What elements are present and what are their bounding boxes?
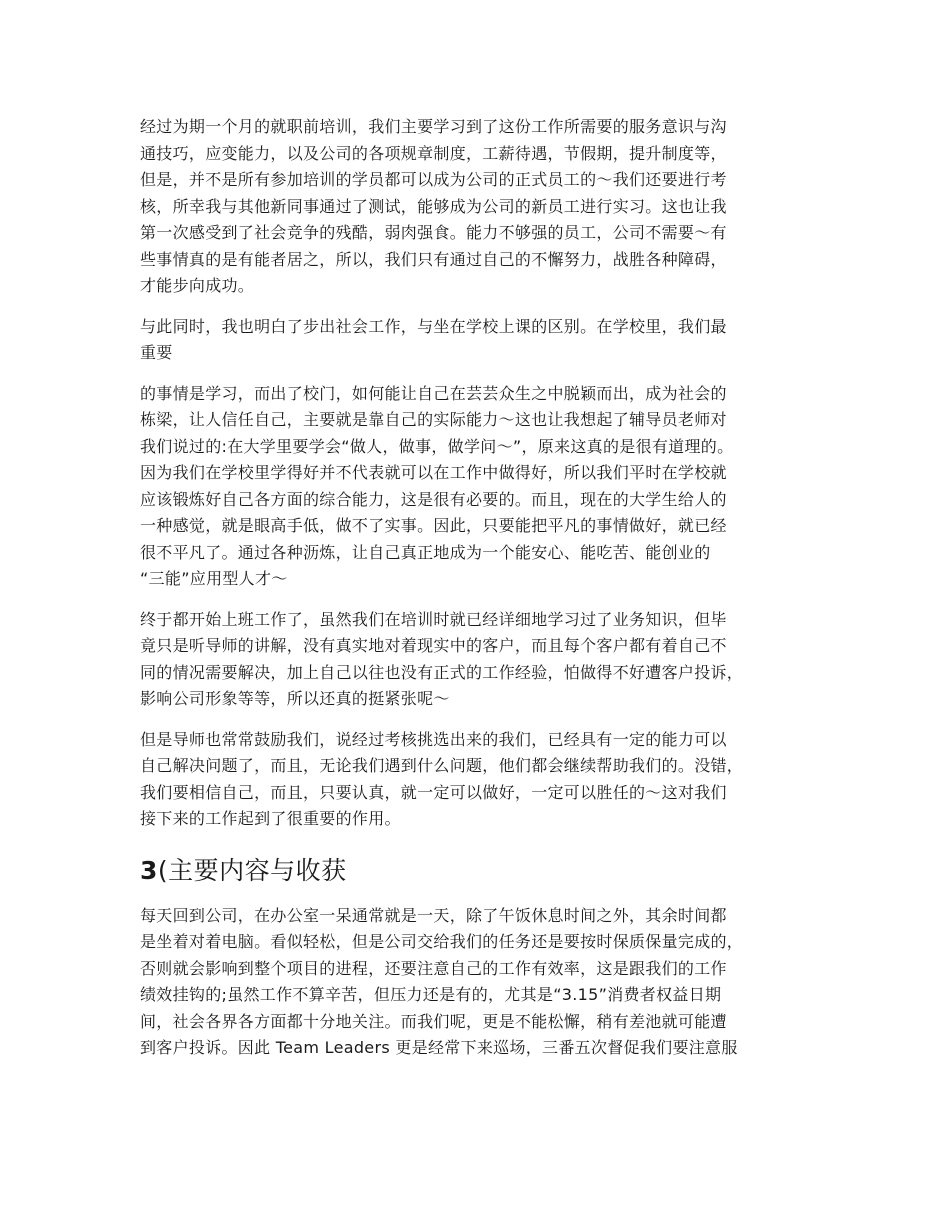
text-line: 通技巧，应变能力，以及公司的各项规章制度，工薪待遇，节假期，提升制度等， — [140, 143, 727, 163]
text-line: 栋梁，让人信任自己，主要就是靠自己的实际能力～这也让我想起了辅导员老师对 — [140, 410, 727, 429]
text-line: 到客户投诉。因此 Team Leaders 更是经常下来巡场，三番五次督促我们要注意服 — [140, 1038, 738, 1057]
text-line: 核，所幸我与其他新同事通过了测试，能够成为公司的新员工进行实习。这也让我 — [140, 196, 727, 216]
text-line: 我们说过的:在大学里要学会“做人，做事，做学问～”，原来这真的是很有道理的。 — [140, 436, 734, 456]
paragraph-daily-work — [140, 903, 816, 1062]
text-line: 是坐着对着电脑。看似轻松，但是公司交给我们的任务还是要按时保质保量完成的， — [140, 932, 744, 951]
text-line: 终于都开始上班工作了，虽然我们在培训时就已经详细地学习过了业务知识，但毕 — [140, 609, 727, 629]
paragraph-training — [140, 114, 816, 300]
document-page — [140, 114, 816, 1076]
text-line: 一种感觉，就是眼高手低，做不了实事。因此，只要能把平凡的事情做好，就已经 — [140, 516, 727, 535]
section-number: 3 — [140, 855, 158, 885]
section-title: (主要内容与收获 — [157, 855, 347, 885]
section-heading — [140, 855, 816, 887]
text-line: 影响公司形象等等，所以还真的挺紧张呢～ — [140, 689, 450, 708]
text-line: 才能步向成功。 — [140, 276, 255, 295]
text-line: 自己解决问题了，而且，无论我们遇到什么问题，他们都会继续帮助我们的。没错， — [140, 756, 744, 775]
text-line: 重要 — [140, 343, 173, 362]
text-line: 经过为期一个月的就职前培训，我们主要学习到了这份工作所需要的服务意识与沟 — [140, 117, 727, 136]
text-line: 同的情况需要解决，加上自己以往也没有正式的工作经验，怕做得不好遭客户投诉， — [140, 662, 744, 682]
text-line: 应该锻炼好自己各方面的综合能力，这是很有必要的。而且，现在的大学生给人的 — [140, 489, 727, 509]
paragraph-study — [140, 381, 816, 593]
text-line: 与此同时，我也明白了步出社会工作，与坐在学校上课的区别。在学校里，我们最 — [140, 316, 727, 336]
text-line: 间，社会各界各方面都十分地关注。而我们呢，更是不能松懈，稍有差池就可能遭 — [140, 1011, 727, 1031]
text-line: 很不平凡了。通过各种沥炼，让自己真正地成为一个能安心、能吃苦、能创业的 — [140, 542, 711, 562]
text-line: 否则就会影响到整个项目的进程，还要注意自己的工作有效率，这是跟我们的工作 — [140, 958, 727, 978]
text-line: 我们要相信自己，而且，只要认真，就一定可以做好，一定可以胜任的～这对我们 — [140, 782, 727, 802]
paragraph-work-start — [140, 607, 816, 713]
paragraph-encouragement — [140, 727, 816, 833]
text-line: 的事情是学习，而出了校门，如何能让自己在芸芸众生之中脱颖而出，成为社会的 — [140, 383, 727, 403]
text-line: 些事情真的是有能者居之，所以，我们只有通过自己的不懈努力，战胜各种障碍， — [140, 249, 727, 269]
text-line: 每天回到公司，在办公室一呆通常就是一天，除了午饭休息时间之外，其余时间都 — [140, 905, 727, 925]
text-line: “三能”应用型人才～ — [140, 569, 288, 588]
text-line: 绩效挂钩的;虽然工作不算辛苦，但压力还是有的，尤其是“3.15”消费者权益日期 — [140, 985, 722, 1004]
text-line: 但是导师也常常鼓励我们，说经过考核挑选出来的我们，已经具有一定的能力可以 — [140, 729, 727, 749]
text-line: 因为我们在学校里学得好并不代表就可以在工作中做得好，所以我们平时在学校就 — [140, 463, 727, 482]
paragraph-difference — [140, 314, 816, 367]
text-line: 但是，并不是所有参加培训的学员都可以成为公司的正式员工的～我们还要进行考 — [140, 170, 727, 189]
text-line: 接下来的工作起到了很重要的作用。 — [140, 809, 401, 828]
text-line: 竟只是听导师的讲解，没有真实地对着现实中的客户，而且每个客户都有着自己不 — [140, 636, 727, 655]
text-line: 第一次感受到了社会竞争的残酷，弱肉强食。能力不够强的员工，公司不需要～有 — [140, 223, 727, 242]
